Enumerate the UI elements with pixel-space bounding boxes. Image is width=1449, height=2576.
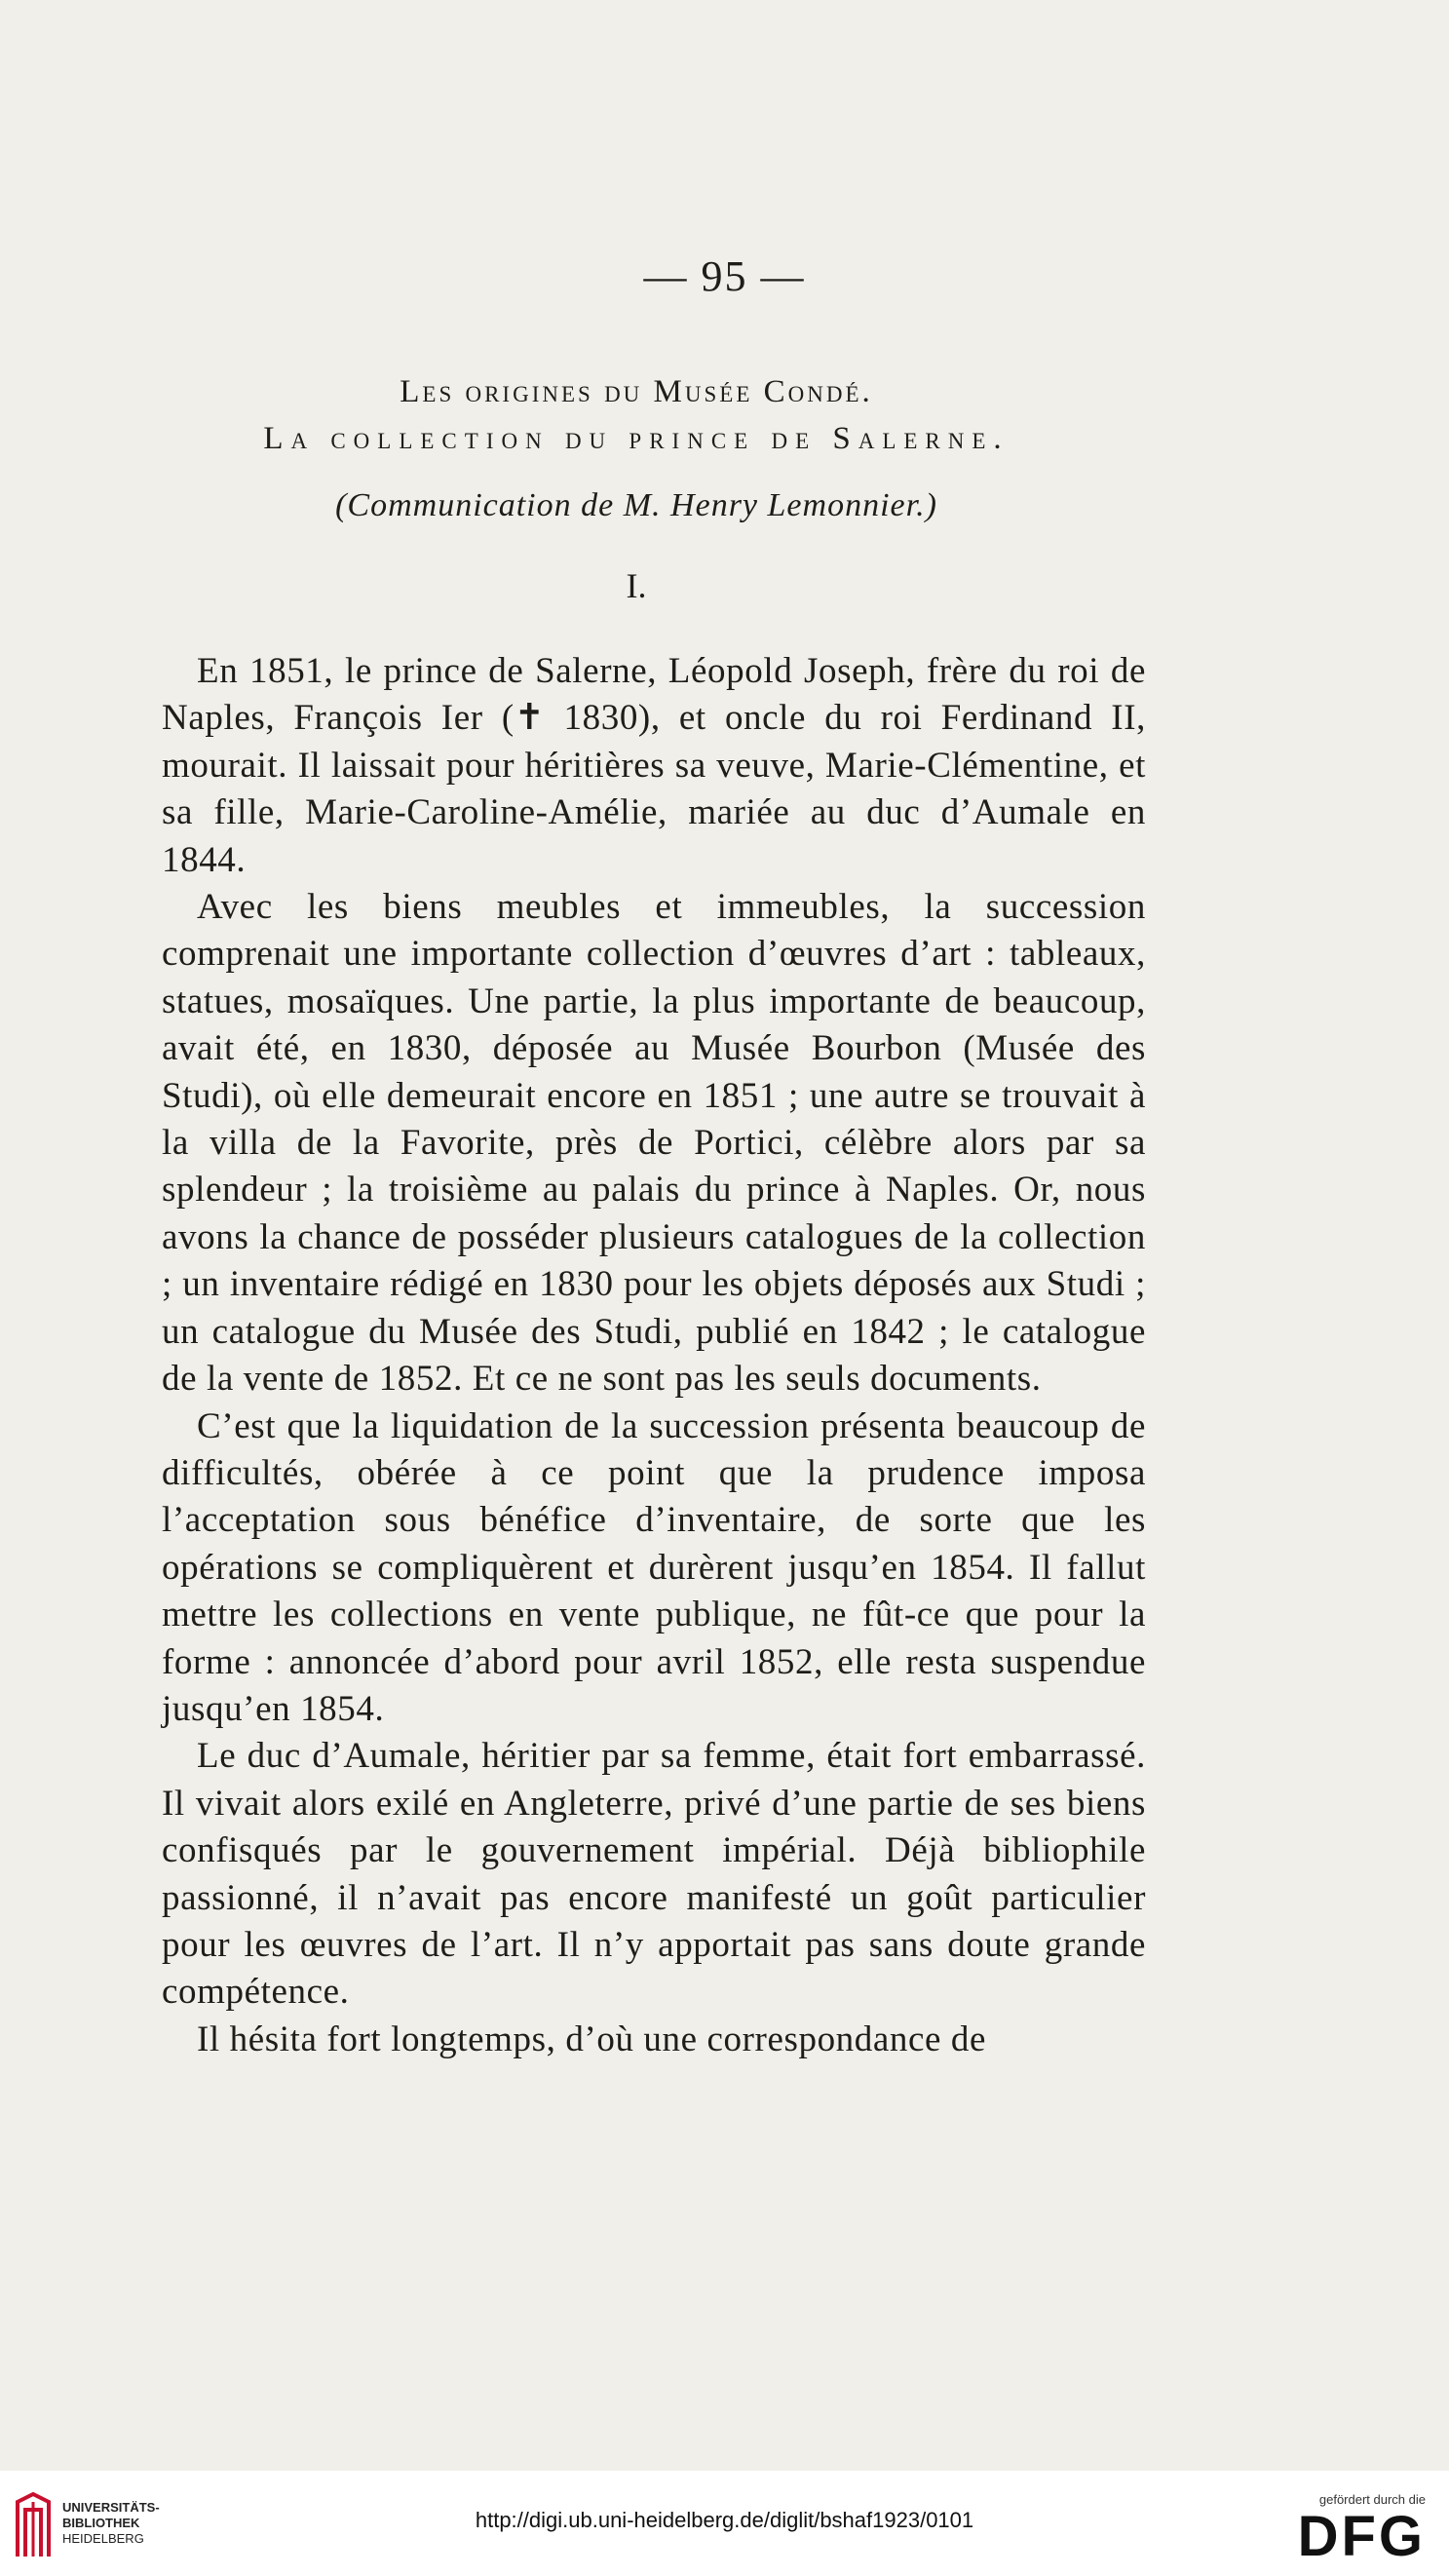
paragraph: Avec les biens meubles et immeubles, la succession comprenait une importante collection d’œuvres d’art : tableaux, statues, mosaïques. Une partie, la plus importante de beaucoup, avait été, en 1830, déposée au Musée Bourbon (Musée des Studi), où elle demeurait encore en 1851 ; une autre se trouvait à la villa de la Favorite, près de Portici, célèbre alors par sa splendeur ; la troisième au palais du prince à Naples. Or, nous avons la chance de posséder plusieurs catalogues de la collection ; un inventaire rédigé en 1830 pour les objets déposés aux Studi ; un catalogue du Musée des Studi, publié en 1842 ; le catalogue de la vente de 1852. Et ce ne sont pas les seuls documents. bbox=[162, 887, 1146, 1400]
article-title-line2: La collection du prince de Salerne. bbox=[263, 421, 1010, 456]
body-text bbox=[162, 648, 1146, 2063]
dfg-logo: DFG bbox=[1297, 2505, 1426, 2568]
article-subtitle: (Communication de M. Henry Lemonnier.) bbox=[335, 487, 937, 523]
paragraph: C’est que la liquidation de la succession présenta beaucoup de difficultés, obérée à ce point que la prudence imposa l’acceptation sous bénéfice d’inventaire, de sorte que les opérations se compliquèrent et durèrent jusqu’en 1854. Il fallut mettre les collections en vente publique, ne fût-ce que pour la forme : annoncée d’abord pour avril 1852, elle resta suspendue jusqu’en 1854. bbox=[162, 1405, 1146, 1729]
library-name: UNIVERSITÄTS- BIBLIOTHEK HEIDELBERG bbox=[62, 2500, 160, 2546]
permalink-url[interactable]: http://digi.ub.uni-heidelberg.de/diglit/bshaf1923/0101 bbox=[475, 2508, 974, 2532]
paragraph: Le duc d’Aumale, héritier par sa femme, était fort embarrassé. Il vivait alors exilé en Angleterre, privé d’une partie de ses biens confisqués par le gouvernement impérial. Déjà bibliophile passionné, il n’avait pas encore manifesté un goût particulier pour les œuvres de l’art. Il n’y apportait pas sans doute grande compétence. bbox=[162, 1736, 1146, 2013]
section-number: I. bbox=[626, 566, 647, 605]
sponsor-caption: gefördert durch die bbox=[1318, 2492, 1426, 2507]
page-number: — 95 — bbox=[643, 252, 806, 300]
paragraph: Il hésita fort longtemps, d’où une correspondance de bbox=[197, 2019, 987, 2059]
footer-bar bbox=[0, 2471, 1449, 2576]
paragraph: En 1851, le prince de Salerne, Léopold Joseph, frère du roi de Naples, François Ier (✝ 1830), et oncle du roi Ferdinand II, mourait. Il laissait pour héritières sa veuve, Marie-Clémentine, et sa fille, Marie-Caroline-Amélie, mariée au duc d’Aumale en 1844. bbox=[162, 651, 1146, 880]
article-title-line1: Les origines du Musée Condé. bbox=[400, 374, 873, 409]
